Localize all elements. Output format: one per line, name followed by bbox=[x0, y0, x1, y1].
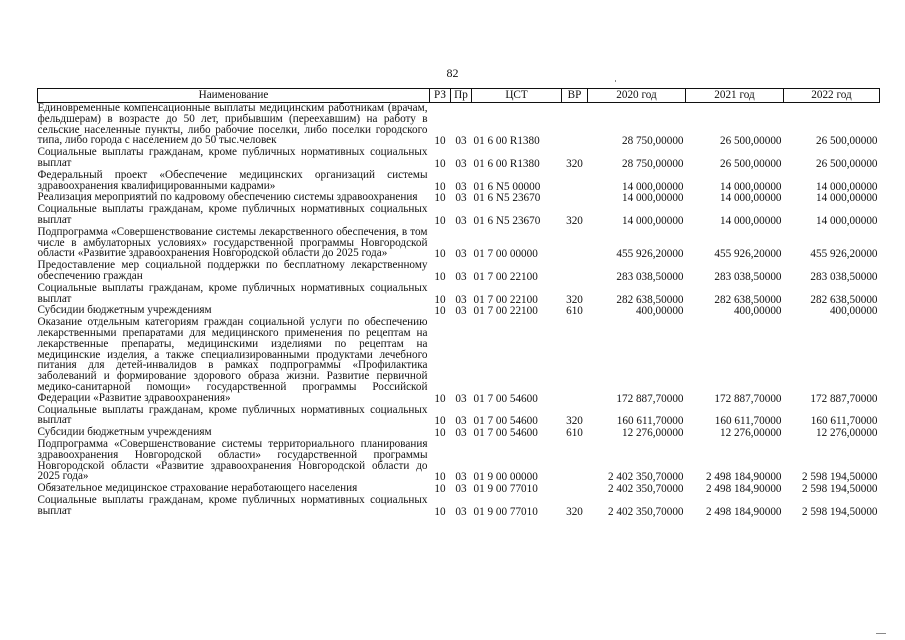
cell-2021: 160 611,70000 bbox=[714, 415, 782, 428]
cell-2022: 283 038,50000 bbox=[810, 270, 878, 283]
cell-name: Реализация мероприятий по кадровому обеспечению системы здравоохранения bbox=[37, 191, 418, 204]
table-row bbox=[38, 495, 880, 518]
header-cst: ЦСТ bbox=[472, 89, 562, 103]
cell-vr bbox=[562, 483, 588, 495]
cell-vr: 320 bbox=[566, 505, 583, 518]
cell-2020: 28 750,00000 bbox=[621, 135, 684, 148]
cell-rz: 10 bbox=[434, 305, 446, 318]
header-name: Наименование bbox=[38, 89, 430, 103]
cell-name: Обязательное медицинское страхование неработающего населения bbox=[37, 482, 358, 495]
cell-pr: 03 bbox=[455, 157, 467, 170]
cell-pr: 03 bbox=[455, 392, 467, 405]
cell-name: Оказание отдельным категориям граждан социальной услуги по обеспечению лекарственными препаратами для медицинского применения по рецептам на лекарственные препараты, медицинскими изделиями по рецептам на медицинские изделия, а также специализированными продуктами лечебного питания для детей-инвалидов в рамках подпрограммы «Профилактика заболеваний и формирование здорового образа жизни. Развитие первичной медико-санитарной помощи» государственной программы Российской Федерации «Развитие здравоохранения» bbox=[37, 316, 428, 404]
cell-vr: 610 bbox=[566, 305, 583, 318]
cell-rz: 10 bbox=[434, 135, 446, 148]
table-header-row bbox=[38, 89, 880, 103]
cell-2022: 282 638,50000 bbox=[810, 293, 878, 306]
cell-2022: 2 598 194,50000 bbox=[801, 505, 878, 518]
cell-rz: 10 bbox=[434, 483, 446, 496]
table-row bbox=[38, 204, 880, 227]
cell-2022: 12 276,00000 bbox=[815, 427, 878, 440]
cell-rz: 10 bbox=[434, 293, 446, 306]
cell-cst: 01 9 00 77010 bbox=[473, 483, 538, 496]
cell-2022: 172 887,70000 bbox=[810, 392, 878, 405]
cell-2022: 2 598 194,50000 bbox=[801, 471, 878, 484]
cell-pr: 03 bbox=[455, 483, 467, 496]
cell-rz: 10 bbox=[434, 180, 446, 193]
cell-2021: 172 887,70000 bbox=[714, 392, 782, 405]
header-2020: 2020 год bbox=[588, 89, 686, 103]
cell-rz: 10 bbox=[434, 505, 446, 518]
cell-rz: 10 bbox=[434, 392, 446, 405]
cell-2020: 455 926,20000 bbox=[616, 248, 684, 261]
cell-2021: 2 498 184,90000 bbox=[705, 471, 782, 484]
cell-2020: 172 887,70000 bbox=[616, 392, 684, 405]
cell-rz: 10 bbox=[434, 157, 446, 170]
cell-cst: 01 9 00 00000 bbox=[473, 471, 538, 484]
header-rz: РЗ bbox=[430, 89, 451, 103]
cell-name: Федеральный проект «Обеспечение медицинских организаций системы здравоохранения квалифицированными кадрами» bbox=[37, 168, 428, 192]
cell-pr: 03 bbox=[455, 305, 467, 318]
cell-vr bbox=[562, 192, 588, 204]
cell-cst: 01 7 00 22100 bbox=[473, 270, 538, 283]
cell-2022: 14 000,00000 bbox=[815, 192, 878, 205]
cell-name: Субсидии бюджетным учреждениям bbox=[37, 304, 212, 317]
cell-2022: 26 500,00000 bbox=[815, 135, 878, 148]
header-pr: Пр bbox=[451, 89, 472, 103]
cell-2021: 282 638,50000 bbox=[714, 293, 782, 306]
scan-speck bbox=[615, 80, 616, 82]
cell-cst: 01 7 00 00000 bbox=[473, 248, 538, 261]
cell-cst: 01 6 N5 23670 bbox=[473, 192, 541, 205]
cell-rz: 10 bbox=[434, 192, 446, 205]
cell-cst: 01 7 00 54600 bbox=[473, 392, 538, 405]
cell-pr: 03 bbox=[455, 214, 467, 227]
cell-2021: 26 500,00000 bbox=[719, 157, 782, 170]
cell-2021: 14 000,00000 bbox=[719, 180, 782, 193]
table-row bbox=[38, 227, 880, 260]
table-row bbox=[38, 260, 880, 283]
cell-pr: 03 bbox=[455, 135, 467, 148]
cell-2020: 283 038,50000 bbox=[616, 270, 684, 283]
cell-name: Социальные выплаты гражданам, кроме публичных нормативных социальных выплат bbox=[37, 146, 428, 169]
table-row bbox=[38, 147, 880, 170]
cell-name: Социальные выплаты гражданам, кроме публичных нормативных социальных выплат bbox=[37, 203, 428, 226]
cell-2022: 14 000,00000 bbox=[815, 214, 878, 227]
table-row bbox=[38, 317, 880, 404]
cell-2020: 14 000,00000 bbox=[621, 214, 684, 227]
cell-2020: 160 611,70000 bbox=[616, 415, 684, 428]
cell-vr bbox=[562, 227, 588, 260]
cell-2022: 160 611,70000 bbox=[810, 415, 878, 428]
cell-name: Социальные выплаты гражданам, кроме публичных нормативных социальных выплат bbox=[37, 493, 428, 517]
cell-2020: 2 402 350,70000 bbox=[607, 471, 684, 484]
cell-vr: 610 bbox=[566, 427, 583, 440]
table-row bbox=[38, 439, 880, 483]
cell-cst: 01 6 N5 00000 bbox=[473, 180, 541, 193]
cell-vr: 320 bbox=[566, 214, 583, 227]
cell-cst: 01 7 00 54600 bbox=[473, 427, 538, 440]
cell-2020: 14 000,00000 bbox=[621, 180, 684, 193]
cell-pr: 03 bbox=[455, 505, 467, 518]
cell-cst: 01 9 00 77010 bbox=[473, 505, 538, 518]
cell-2020: 12 276,00000 bbox=[621, 427, 684, 440]
table-row bbox=[38, 283, 880, 306]
cell-cst: 01 6 00 R1380 bbox=[473, 157, 540, 170]
scan-speck bbox=[876, 633, 886, 634]
cell-name: Предоставление мер социальной поддержки по бесплатному лекарственному обеспечению граждан bbox=[37, 259, 428, 282]
cell-2021: 14 000,00000 bbox=[719, 192, 782, 205]
page-number: 82 bbox=[446, 66, 459, 80]
cell-pr: 03 bbox=[455, 293, 467, 306]
cell-vr bbox=[562, 103, 588, 148]
table-body bbox=[38, 103, 880, 518]
cell-name: Социальные выплаты гражданам, кроме публичных нормативных социальных выплат bbox=[37, 281, 428, 305]
cell-rz: 10 bbox=[434, 415, 446, 428]
cell-2021: 12 276,00000 bbox=[719, 427, 782, 440]
table-row bbox=[38, 170, 880, 193]
cell-rz: 10 bbox=[434, 427, 446, 440]
cell-pr: 03 bbox=[455, 415, 467, 428]
budget-table bbox=[37, 88, 880, 517]
cell-2021: 283 038,50000 bbox=[714, 270, 782, 283]
cell-pr: 03 bbox=[455, 427, 467, 440]
cell-2022: 14 000,00000 bbox=[815, 180, 878, 193]
cell-name: Субсидии бюджетным учреждениям bbox=[37, 426, 212, 439]
cell-2021: 2 498 184,90000 bbox=[705, 483, 782, 496]
cell-vr: 320 bbox=[566, 415, 583, 428]
cell-name: Социальные выплаты гражданам, кроме публичных нормативных социальных выплат bbox=[37, 403, 428, 427]
cell-2020: 2 402 350,70000 bbox=[607, 505, 684, 518]
cell-2020: 2 402 350,70000 bbox=[607, 483, 684, 496]
cell-2021: 14 000,00000 bbox=[719, 214, 782, 227]
table-row bbox=[38, 405, 880, 428]
cell-rz: 10 bbox=[434, 248, 446, 261]
header-2022: 2022 год bbox=[784, 89, 880, 103]
cell-pr: 03 bbox=[455, 248, 467, 261]
header-vr: ВР bbox=[562, 89, 588, 103]
cell-cst: 01 7 00 22100 bbox=[473, 305, 538, 318]
cell-vr bbox=[562, 439, 588, 483]
cell-name: Подпрограмма «Совершенствование системы территориального планирования здравоохранения Новгородской области» государственной программы Новгородской области «Развитие здравоохранения Новгородской области до 2025 года» bbox=[37, 437, 428, 483]
cell-cst: 01 7 00 22100 bbox=[473, 293, 538, 306]
cell-2021: 400,00000 bbox=[733, 305, 782, 318]
cell-name: Подпрограмма «Совершенствование системы лекарственного обеспечения, в том числе в амбулаторных условиях» государственной программы Новгородской области «Развитие здравоохранения Новгородской области до 2025 года» bbox=[37, 225, 428, 260]
cell-rz: 10 bbox=[434, 214, 446, 227]
cell-pr: 03 bbox=[455, 180, 467, 193]
cell-vr bbox=[562, 260, 588, 283]
cell-vr bbox=[562, 170, 588, 193]
cell-rz: 10 bbox=[434, 471, 446, 484]
cell-2021: 455 926,20000 bbox=[714, 248, 782, 261]
cell-vr bbox=[562, 317, 588, 404]
cell-vr: 320 bbox=[566, 293, 583, 306]
header-2021: 2021 год bbox=[686, 89, 784, 103]
cell-vr: 320 bbox=[566, 157, 583, 170]
cell-cst: 01 6 00 R1380 bbox=[473, 135, 540, 148]
cell-2022: 400,00000 bbox=[829, 305, 878, 318]
cell-2022: 2 598 194,50000 bbox=[801, 483, 878, 496]
cell-pr: 03 bbox=[455, 270, 467, 283]
cell-name: Единовременные компенсационные выплаты медицинским работникам (врачам, фельдшерам) в возрасте до 50 лет, прибывшим (переехавшим) на работу в сельские населенные пункты, либо рабочие поселки, либо поселки городского типа, либо города с населением до 50 тыс.человек bbox=[37, 102, 428, 147]
cell-2022: 455 926,20000 bbox=[810, 248, 878, 261]
cell-2020: 28 750,00000 bbox=[621, 157, 684, 170]
cell-2020: 400,00000 bbox=[635, 305, 684, 318]
table-row bbox=[38, 103, 880, 148]
cell-2021: 2 498 184,90000 bbox=[705, 505, 782, 518]
cell-pr: 03 bbox=[455, 471, 467, 484]
cell-2020: 14 000,00000 bbox=[621, 192, 684, 205]
cell-cst: 01 6 N5 23670 bbox=[473, 214, 541, 227]
cell-2020: 282 638,50000 bbox=[616, 293, 684, 306]
cell-rz: 10 bbox=[434, 270, 446, 283]
cell-2022: 26 500,00000 bbox=[815, 157, 878, 170]
cell-2021: 26 500,00000 bbox=[719, 135, 782, 148]
cell-pr: 03 bbox=[455, 192, 467, 205]
cell-cst: 01 7 00 54600 bbox=[473, 415, 538, 428]
